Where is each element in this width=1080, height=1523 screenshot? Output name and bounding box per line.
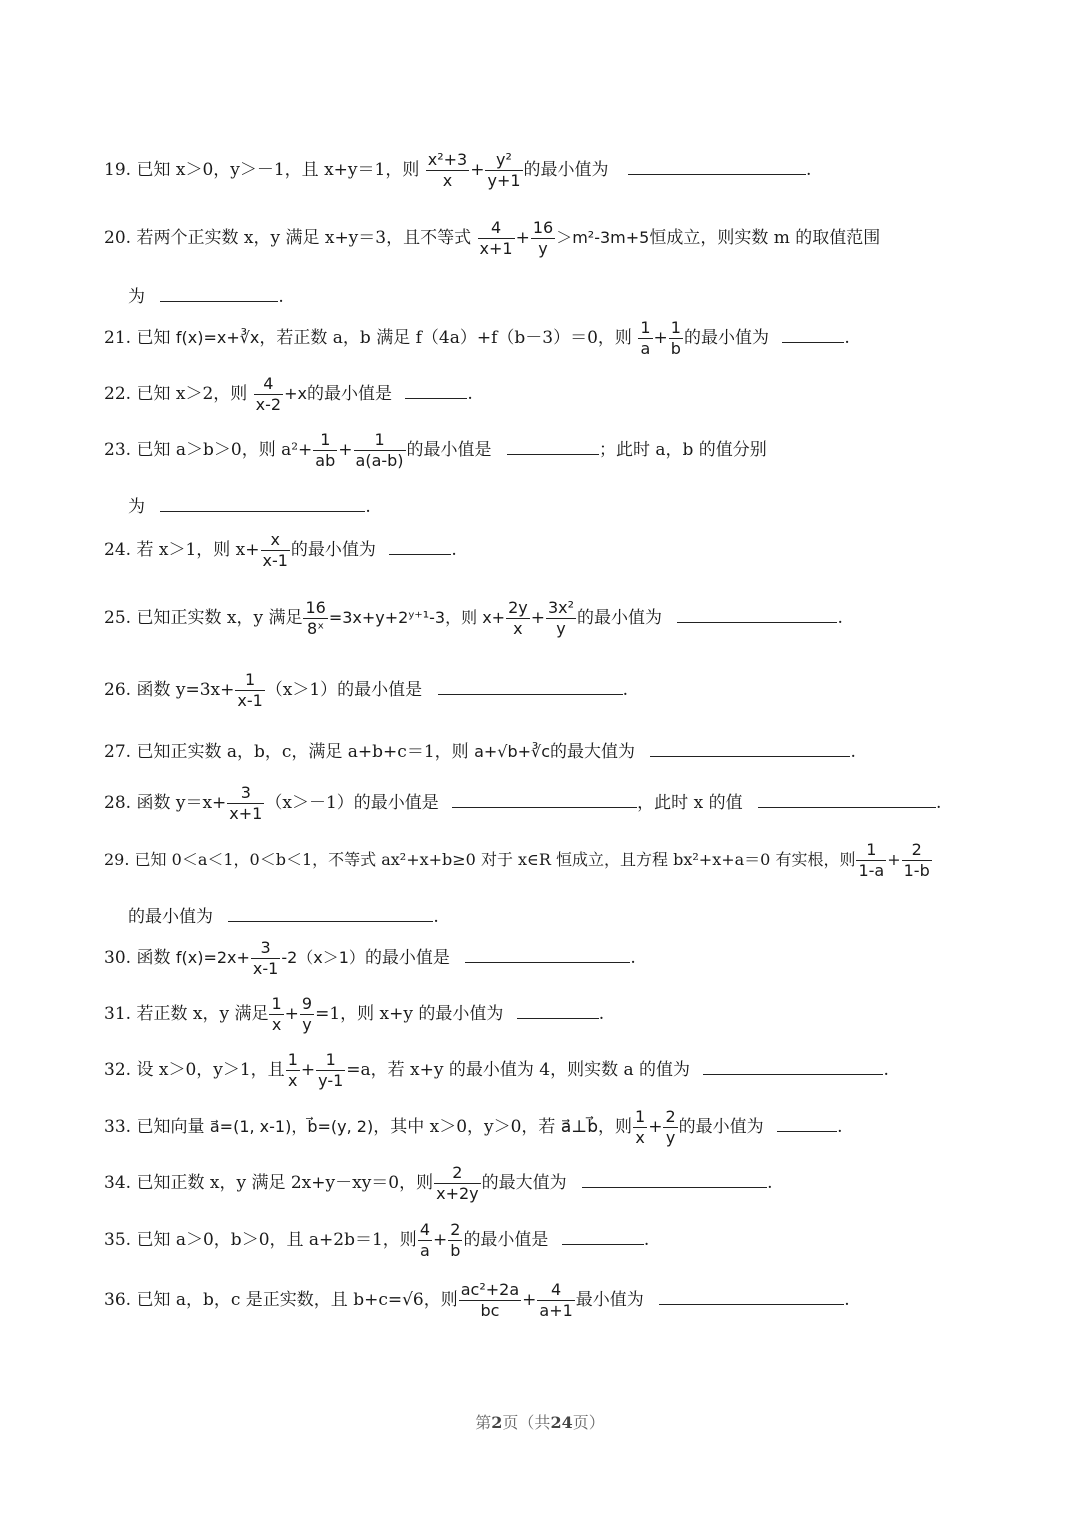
- question-21: 21. 已知 f(x)=x+∛x，若正数 a，b 满足 f（4a）+f（b－3）＝0，则 $\frac{1}{a}$ + $\frac{1}{b}$ 的最小值为 .: [104, 318, 850, 358]
- question-text: 已知 a＞0，b＞0，且 a+2b＝1，则: [136, 1230, 417, 1250]
- question-text: 函数 y＝x+: [136, 793, 227, 813]
- fraction: [254, 374, 283, 415]
- numerator: 4: [254, 374, 283, 395]
- question-24: 24. 若 x＞1，则 x+ $\frac{x}{x-1}$ 的最小值为 .: [104, 530, 457, 570]
- denominator: 1-a: [858, 861, 885, 880]
- footer-text: 页）: [572, 1413, 605, 1432]
- fraction: [434, 1163, 481, 1204]
- denominator: ab: [315, 451, 336, 470]
- question-tail-2: ；此时 a，b 的值分别: [598, 440, 767, 460]
- question-number: 25.: [104, 608, 132, 628]
- answer-blank[interactable]: [703, 1056, 883, 1075]
- fraction: [448, 1220, 462, 1261]
- question-25: 25. 已知正实数 x，y 满足 $\frac{16}{\text{8ˣ}}$ =3x+y+2ʸ⁺¹-3，则 x+ $\frac{2y}{x}$ + $\frac{\text{3x²}}{y}$ 的最小值为 .: [104, 598, 843, 638]
- answer-blank[interactable]: [160, 283, 278, 302]
- numerator: 1: [640, 318, 651, 337]
- fraction: [261, 530, 290, 571]
- denominator: y: [302, 1015, 312, 1034]
- answer-blank[interactable]: [507, 436, 599, 455]
- fraction: [354, 430, 406, 471]
- numerator: 2y: [508, 598, 528, 617]
- question-text: 已知正数 x，y 满足 2x+y－xy＝0，则: [136, 1173, 434, 1193]
- numerator: 4: [537, 1280, 574, 1301]
- question-text: 已知 x＞2，则: [136, 384, 248, 404]
- answer-blank[interactable]: [465, 944, 630, 963]
- fraction: [269, 994, 283, 1035]
- question-20: 20. 若两个正实数 x，y 满足 x+y＝3，且不等式 $\frac{4}{x+1}$ + $\frac{16}{y}$ ＞m²-3m+5恒成立，则实数 m 的取值范围: [104, 218, 881, 258]
- inequality-expr: ＞m²-3m+5: [556, 228, 650, 247]
- vector-expr: a⃗=(1, x-1)，b⃗=(y, 2): [209, 1117, 374, 1136]
- expr-part: =3x+y+2ʸ⁺¹-3，则 x+: [328, 608, 506, 627]
- footer-text: 页（共: [502, 1413, 551, 1432]
- question-text: 已知正实数 x，y 满足: [136, 608, 303, 628]
- numerator: x²+3: [427, 150, 468, 169]
- question-28: 28. 函数 y＝x+ $\frac{3}{x+1}$ （x＞－1）的最小值是 ，此时 x 的值 .: [104, 783, 942, 823]
- question-tail: （x＞1）的最小值是: [265, 680, 423, 700]
- question-number: 32.: [104, 1060, 132, 1080]
- question-text-2: ，若正数 a，b 满足 f（4a）+f（b－3）＝0，则: [259, 328, 632, 348]
- denominator: 8ˣ: [306, 619, 325, 638]
- denominator: x: [442, 171, 453, 190]
- numerator: 1: [354, 430, 406, 451]
- question-text: 已知 a，b，c 是正实数，且 b+c=√6，则: [136, 1290, 458, 1310]
- numerator: 4: [419, 1220, 430, 1239]
- question-23-continuation: 为 .: [128, 492, 371, 517]
- function-expr: f(x)=x+∛x: [175, 328, 260, 347]
- question-tail: （x＞－1）的最小值是: [265, 793, 439, 813]
- denominator: 1-b: [903, 861, 930, 880]
- denominator: b: [450, 1241, 461, 1260]
- numerator: 16: [305, 598, 326, 617]
- question-22: 22. 已知 x＞2，则 $\frac{4}{x-2}$ +x的最小值是 .: [104, 374, 473, 414]
- question-number: 30.: [104, 948, 132, 968]
- answer-blank[interactable]: [160, 493, 365, 512]
- question-number: 22.: [104, 384, 132, 404]
- question-30: 30. 函数 f(x)=2x+ $\frac{3}{x-1}$ -2（x＞1）的最小值是 .: [104, 938, 636, 978]
- question-26: 26. 函数 y=3x+ $\frac{1}{x-1}$ （x＞1）的最小值是 .: [104, 670, 628, 710]
- question-text: 已知正实数 a，b，c，满足 a+b+c＝1，则: [136, 742, 469, 762]
- question-number: 34.: [104, 1173, 132, 1193]
- denominator: a+1: [539, 1301, 573, 1320]
- answer-blank[interactable]: [582, 1169, 767, 1188]
- answer-blank[interactable]: [228, 903, 433, 922]
- question-number: 19.: [104, 160, 132, 180]
- numerator: y²: [485, 150, 522, 171]
- denominator: bc: [480, 1301, 500, 1320]
- question-32: 32. 设 x＞0，y＞1，且 $\frac{1}{x}$ + $\frac{1}{y-1}$ =a，若 x+y 的最小值为 4，则实数 a 的值为 .: [104, 1050, 889, 1090]
- question-number: 20.: [104, 228, 132, 248]
- numerator: 2: [434, 1163, 481, 1184]
- question-tail: 的最大值为: [550, 742, 636, 762]
- question-number: 28.: [104, 793, 132, 813]
- continuation-text: 的最小值为: [128, 907, 213, 927]
- question-tail: 的最大值为: [481, 1173, 567, 1193]
- question-tail: 最小值为: [575, 1290, 644, 1310]
- fraction: [485, 150, 522, 191]
- question-number: 23.: [104, 440, 132, 460]
- denominator: y: [556, 619, 566, 638]
- denominator: x: [271, 1015, 282, 1034]
- question-text: 函数 y=3x+: [136, 680, 235, 700]
- question-tail: 的最小值是: [364, 948, 450, 968]
- question-tail-2: ，此时 x 的值: [637, 793, 743, 813]
- fraction: [856, 840, 886, 881]
- question-tail: 的最小值为: [678, 1117, 764, 1137]
- numerator: 2: [450, 1220, 461, 1239]
- denominator: x: [288, 1071, 298, 1090]
- question-number: 31.: [104, 1004, 132, 1024]
- answer-blank[interactable]: [517, 1000, 599, 1019]
- numerator: ac²+2a: [460, 1280, 520, 1299]
- question-19: 19. 已知 x＞0，y＞－1，且 x+y＝1，则 $\frac{\text{x²+3}}{x}$ + $\frac{\text{y²}}{y+1}$ 的最小值为 .: [104, 150, 812, 190]
- denominator: y-1: [318, 1071, 344, 1090]
- fraction: [316, 1050, 345, 1091]
- fraction: [663, 1107, 677, 1148]
- question-tail: 的最小值是: [463, 1230, 549, 1250]
- fraction: [235, 670, 264, 711]
- question-number: 29.: [104, 850, 130, 869]
- denominator: x+1: [229, 804, 263, 823]
- question-text: 若 x＞1，则 x+: [136, 540, 260, 560]
- numerator: 1: [313, 430, 337, 451]
- question-tail: 恒成立，则实数 m 的取值范围: [649, 228, 881, 248]
- numerator: 1: [316, 1050, 345, 1071]
- fraction: [546, 598, 576, 639]
- fraction: [506, 598, 530, 639]
- function-expr: f(x)=2x+: [175, 948, 250, 967]
- question-number: 27.: [104, 742, 132, 762]
- question-text: 设 x＞0，y＞1，且: [136, 1060, 285, 1080]
- fraction: [426, 150, 469, 191]
- footer-text: 第: [475, 1413, 492, 1432]
- question-tail: 的最小值为: [683, 328, 769, 348]
- fraction: [478, 218, 515, 259]
- answer-blank[interactable]: [389, 536, 451, 555]
- denominator: x+1: [479, 239, 513, 258]
- answer-blank[interactable]: [405, 380, 467, 399]
- question-text: 已知 a＞b＞0，则 a²+: [136, 440, 313, 460]
- fraction: [537, 1280, 574, 1321]
- numerator: 1: [235, 670, 264, 691]
- answer-blank[interactable]: [438, 676, 623, 695]
- fraction: [633, 1107, 647, 1148]
- question-29: 29. 已知 0＜a＜1，0＜b＜1，不等式 ax²+x+b≥0 对于 x∈R 恒成立，且方程 bx²+x+a＝0 有实根，则 $\frac{1}{1-a}$ + $\frac{2}{1-b}$: [104, 840, 930, 880]
- question-27: 27. 已知正实数 a，b，c，满足 a+b+c＝1，则 a+√b+∛c的最大值为 .: [104, 738, 980, 763]
- question-text: 已知向量: [136, 1117, 205, 1137]
- question-number: 24.: [104, 540, 132, 560]
- continuation-text: 为: [128, 287, 145, 307]
- fraction: [531, 218, 555, 259]
- denominator: x-1: [237, 691, 263, 710]
- denominator: x-1: [252, 959, 279, 978]
- question-31: 31. 若正数 x，y 满足 $\frac{1}{x}$ + $\frac{9}{y}$ =1，则 x+y 的最小值为 .: [104, 994, 605, 1034]
- fraction: [251, 938, 280, 979]
- question-text: 若正数 x，y 满足: [136, 1004, 269, 1024]
- answer-blank[interactable]: [452, 789, 637, 808]
- total-pages: 24: [550, 1413, 573, 1432]
- denominator: a: [640, 339, 651, 358]
- numerator: 2: [665, 1107, 676, 1126]
- denominator: x-2: [255, 395, 282, 414]
- answer-blank[interactable]: [677, 604, 837, 623]
- denominator: b: [670, 339, 681, 358]
- question-tail: =a，若 x+y 的最小值为 4，则实数 a 的值为: [346, 1060, 691, 1080]
- answer-blank[interactable]: [782, 324, 844, 343]
- question-20-continuation: 为 .: [128, 282, 284, 307]
- question-number: 33.: [104, 1117, 132, 1137]
- fraction: [902, 840, 932, 881]
- radical-expr: a+√b+∛c: [474, 742, 551, 761]
- fraction: [303, 598, 327, 639]
- numerator: 1: [271, 994, 282, 1013]
- page-footer: [0, 1410, 1080, 1433]
- question-tail: 的最小值为: [577, 608, 663, 628]
- current-page-number: 2: [491, 1413, 503, 1432]
- answer-blank[interactable]: [758, 789, 936, 808]
- numerator: 9: [301, 994, 313, 1013]
- answer-blank[interactable]: [650, 738, 850, 757]
- question-text: 已知: [136, 328, 171, 348]
- numerator: 1: [635, 1107, 646, 1126]
- denominator: a(a-b): [355, 451, 404, 470]
- denominator: a: [420, 1241, 430, 1260]
- answer-blank[interactable]: [777, 1113, 837, 1132]
- fraction: [418, 1220, 432, 1261]
- expr-part: +x: [284, 384, 307, 403]
- fraction: [459, 1280, 521, 1321]
- numerator: 1: [856, 840, 886, 861]
- fraction: [286, 1050, 300, 1091]
- denominator: x+2y: [436, 1184, 479, 1203]
- question-tail: 的最小值为: [290, 540, 376, 560]
- question-text-2: ，其中 x＞0，y＞0，若 a⃗⊥b⃗，则: [373, 1117, 633, 1137]
- answer-blank[interactable]: [628, 156, 806, 175]
- numerator: 2: [902, 840, 932, 861]
- fraction: [300, 994, 314, 1035]
- numerator: 3: [251, 938, 280, 959]
- question-34: 34. 已知正数 x，y 满足 2x+y－xy＝0，则 $\frac{2}{x+2y}$ 的最大值为 .: [104, 1163, 773, 1203]
- numerator: 1: [287, 1050, 298, 1069]
- question-tail: =1，则 x+y 的最小值为: [315, 1004, 504, 1024]
- question-text: 已知 0＜a＜1，0＜b＜1，不等式 ax²+x+b≥0 对于 x∈R 恒成立，且方程 bx²+x+a＝0 有实根，则: [134, 850, 856, 869]
- denominator: x-1: [262, 551, 288, 570]
- question-tail: 的最小值为: [523, 160, 609, 180]
- numerator: 3x²: [547, 598, 575, 617]
- answer-blank[interactable]: [659, 1286, 844, 1305]
- question-number: 36.: [104, 1290, 132, 1310]
- answer-blank[interactable]: [562, 1226, 644, 1245]
- question-text: 已知 x＞0，y＞－1，且 x+y＝1，则: [136, 160, 420, 180]
- question-36: 36. 已知 a，b，c 是正实数，且 b+c=√6，则 $\frac{\text{ac²+2a}}{bc}$ + $\frac{4}{a+1}$ 最小值为 .: [104, 1280, 850, 1320]
- numerator: 1: [670, 318, 681, 337]
- denominator: y+1: [487, 171, 521, 190]
- fraction: [313, 430, 337, 471]
- fraction: [227, 783, 264, 824]
- question-number: 35.: [104, 1230, 132, 1250]
- denominator: x: [513, 619, 523, 638]
- denominator: x: [635, 1128, 645, 1147]
- question-text: 若两个正实数 x，y 满足 x+y＝3，且不等式: [136, 228, 472, 248]
- question-tail: 的最小值是: [306, 384, 392, 404]
- numerator: 4: [478, 218, 515, 239]
- numerator: x: [261, 530, 290, 551]
- fraction: [669, 318, 683, 359]
- fraction: [638, 318, 652, 359]
- question-tail: 的最小值是: [406, 440, 492, 460]
- question-number: 21.: [104, 328, 132, 348]
- denominator: y: [538, 239, 548, 258]
- question-35: 35. 已知 a＞0，b＞0，且 a+2b＝1，则 $\frac{4}{a}$ + $\frac{2}{b}$ 的最小值是 .: [104, 1220, 650, 1260]
- numerator: 3: [227, 783, 264, 804]
- continuation-text: 为: [128, 497, 145, 517]
- numerator: 16: [532, 218, 554, 237]
- question-number: 26.: [104, 680, 132, 700]
- question-33: 33. 已知向量 a⃗=(1, x-1)，b⃗=(y, 2)，其中 x＞0，y＞0，若 a⃗⊥b⃗，则 $\frac{1}{x}$ + $\frac{2}{y}$ 的最小值为 .: [104, 1107, 843, 1147]
- expr-part: -2（x＞1）: [281, 948, 365, 967]
- question-text: 函数: [136, 948, 171, 968]
- denominator: y: [665, 1128, 676, 1147]
- question-23: 23. 已知 a＞b＞0，则 a²+ $\frac{1}{ab}$ + $\frac{1}{a(a-b)}$ 的最小值是 ；此时 a，b 的值分别: [104, 430, 767, 470]
- question-29-continuation: 的最小值为 .: [128, 902, 439, 927]
